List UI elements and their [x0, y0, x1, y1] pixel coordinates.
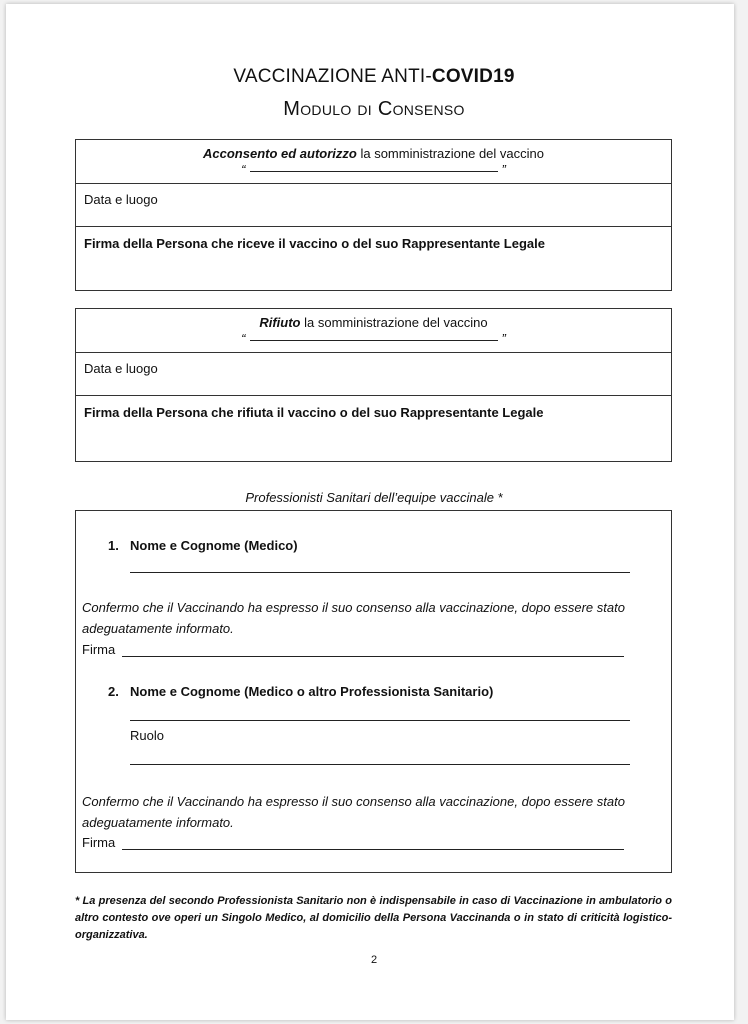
item1-name-line[interactable] [130, 572, 630, 573]
item2-firma-label: Firma [82, 835, 116, 850]
refusal-vaccine-name-blank[interactable]: “ ” [241, 331, 506, 346]
consent-heading-emphasis: Acconsento ed autorizzo [203, 146, 357, 161]
item2-signature-line[interactable] [122, 849, 624, 850]
item1-confirm-line1: Confermo che il Vaccinando ha espresso il suo consenso alla vaccinazione, dopo essere stato [82, 600, 625, 615]
item2-label: Nome e Cognome (Medico o altro Professionista Sanitario) [130, 684, 494, 699]
vaccine-name-blank[interactable]: “ ” [241, 162, 506, 177]
refusal-signature-label: Firma della Persona che rifiuta il vaccino o del suo Rappresentante Legale [84, 405, 544, 420]
item2-role-label: Ruolo [130, 728, 164, 743]
item2-role-line[interactable] [130, 764, 630, 765]
refusal-heading-emphasis: Rifiuto [259, 315, 301, 330]
refusal-signature-field[interactable] [76, 396, 671, 461]
item2-confirm-line1: Confermo che il Vaccinando ha espresso il suo consenso alla vaccinazione, dopo essere stato [82, 794, 625, 809]
refusal-heading [76, 309, 671, 353]
page-number: 2 [370, 954, 378, 966]
item2-name-line[interactable] [130, 720, 630, 721]
refusal-heading-text: la somministrazione del vaccino [300, 315, 488, 330]
consent-heading [76, 140, 671, 184]
document-subtitle: Modulo di Consenso [283, 98, 465, 120]
refusal-date-place-field[interactable] [76, 353, 671, 396]
document-title: VACCINAZIONE ANTI-COVID19 [233, 66, 515, 87]
equipe-title: Professionisti Sanitari dell’equipe vaccinale * [245, 490, 503, 505]
consent-signature-label: Firma della Persona che riceve il vaccino o del suo Rappresentante Legale [84, 236, 545, 251]
item2-confirm-line2: adeguatamente informato. [82, 815, 234, 830]
consent-signature-field[interactable] [76, 227, 671, 290]
item1-number: 1. [108, 538, 119, 553]
consent-date-place-label: Data e luogo [84, 192, 158, 207]
item1-label: Nome e Cognome (Medico) [130, 538, 298, 553]
consent-heading-text: la somministrazione del vaccino [356, 146, 544, 161]
consent-date-place-field[interactable] [76, 184, 671, 227]
item1-signature-line[interactable] [122, 656, 624, 657]
item1-confirm-line2: adeguatamente informato. [82, 621, 234, 636]
item1-firma-label: Firma [82, 642, 116, 657]
footnote: * La presenza del secondo Professionista Sanitario non è indispensabile in caso di Vaccinazione in ambulatorio o altro contesto ove operi un Singolo Medico, al domicilio della Persona Vaccinanda o in stato di criticità logistico-organizzativa. [75, 895, 672, 941]
refusal-date-place-label: Data e luogo [84, 361, 158, 376]
item2-number: 2. [108, 684, 119, 699]
consent-box [75, 139, 672, 291]
refusal-box [75, 308, 672, 462]
